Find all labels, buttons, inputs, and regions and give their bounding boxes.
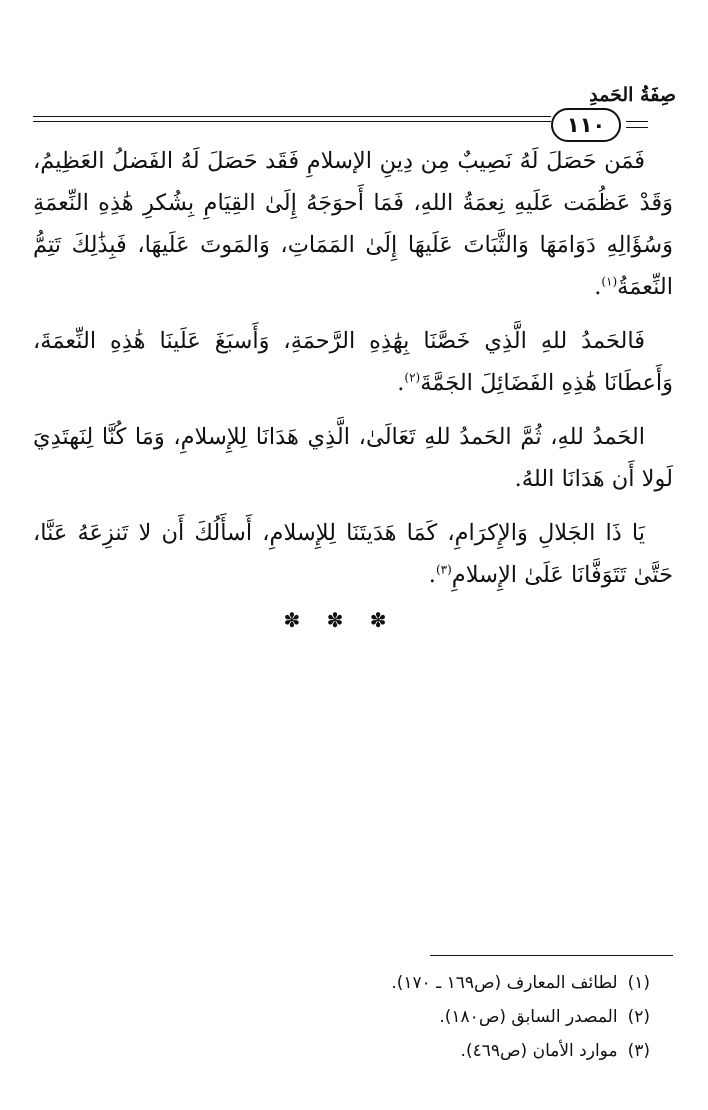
paragraph-end: . [428,562,436,588]
paragraph-end: . [594,274,602,300]
paragraph [33,416,673,500]
footnote-text: موارد الأمان (ص٤٦٩). [460,1041,618,1061]
footnote-item [300,1034,650,1068]
header-dash-top [626,121,648,122]
footnote-ref: (٢) [404,370,421,385]
header-dash-bottom [626,127,648,128]
header-rule-bottom [33,121,551,122]
footnote-text: المصدر السابق (ص١٨٠). [439,1007,618,1027]
body-text [33,140,673,608]
paragraph [33,320,673,404]
paragraph-text: فَمَن حَصَلَ لَهُ نَصِيبٌ مِن دِينِ الإسلامِ فَقَد حَصَلَ لَهُ الفَضلُ العَظِيمُ، وَقَدْ عَظُمَت عَلَيهِ نِعمَةُ اللهِ، فَمَا أَحوَجَهُ إِلَىٰ القِيَامِ بِشُكرِ هَٰذِهِ النِّعمَةِ وَسُؤَالِهِ دَوَامَهَا وَالثَّبَاتَ عَلَيهَا إِلَىٰ المَمَاتِ، وَالمَوتَ عَلَيهَا، فَبِذَٰلِكَ تَتِمُّ النِّعمَةُ [33,148,673,300]
footnotes [300,966,650,1068]
footnote-item [300,1000,650,1034]
footnote-text: لطائف المعارف (ص١٦٩ ـ ١٧٠). [391,973,618,993]
paragraph-text: يَا ذَا الجَلالِ وَالإِكرَامِ، كَمَا هَدَيتَنَا لِلإِسلامِ، أَسأَلُكَ أَن لا تَنزِعَهُ عَنَّا، حَتَّىٰ تَتَوَفَّانَا عَلَىٰ الإِسلامِ [33,520,673,588]
footnote-ref: (١) [601,274,618,289]
page-number-badge: ١١٠ [551,108,621,142]
running-header-title: صِفَةُ الحَمدِ [589,84,676,106]
paragraph [33,512,673,596]
section-separator-stars: ✽ ✽ ✽ [283,608,397,632]
paragraph [33,140,673,308]
footnote-ref: (٣) [435,562,452,577]
paragraph-text: فَالحَمدُ للهِ الَّذِي خَصَّنَا بِهَٰذِهِ الرَّحمَةِ، وَأَسبَغَ عَلَينَا هَٰذِهِ النِّعمَةَ، وَأَعطَانَا هَٰذِهِ الفَضَائِلَ الجَمَّةَ [33,328,673,396]
header-rule-top [33,116,551,117]
footnote-item [300,966,650,1000]
footnote-number: (٣) [627,1041,650,1061]
footnote-separator-line [430,955,673,956]
paragraph-text: الحَمدُ للهِ، ثُمَّ الحَمدُ للهِ تَعَالَىٰ، الَّذِي هَدَانَا لِلإِسلامِ، وَمَا كُنَّا لِنَهتَدِيَ لَولا أَن هَدَانَا اللهُ. [33,424,673,492]
paragraph-end: . [397,370,405,396]
footnote-number: (١) [627,973,650,993]
footnote-number: (٢) [627,1007,650,1027]
